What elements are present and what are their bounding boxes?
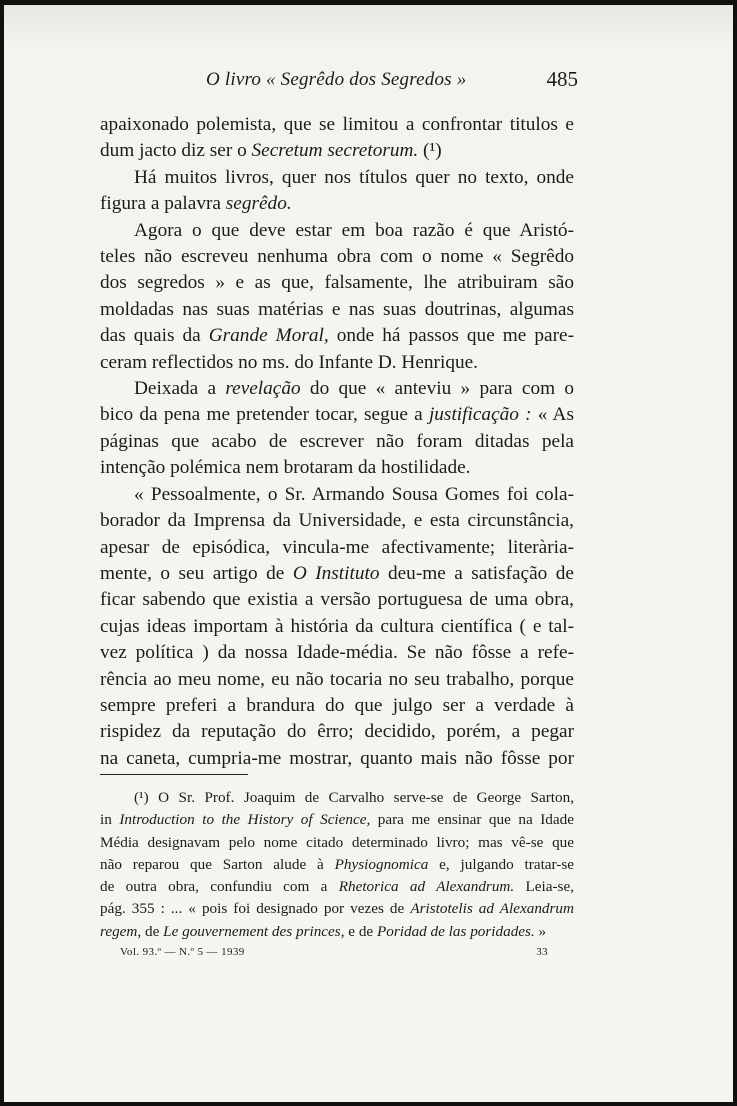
running-title: O livro « Segrêdo dos Segredos » <box>206 69 467 90</box>
text-line: sempre preferi a brandura do que julgo ser a verdade à <box>100 694 574 716</box>
footnote-rule <box>100 774 248 775</box>
signature-mark: 33 <box>536 946 548 958</box>
text-line: dos segredos » e as que, falsamente, lhe atribuiram são <box>100 272 574 294</box>
footnote-line: (¹) O Sr. Prof. Joaquim de Carvalho serve-se de George Sarton, <box>134 789 574 806</box>
text-line: Há muitos livros, quer nos títulos quer no texto, onde <box>134 166 574 188</box>
text-line: ceram reflectidos no ms. do Infante D. Henrique. <box>100 351 478 373</box>
text-line: páginas que acabo de escrever não foram ditadas pela <box>100 430 574 452</box>
text-line: teles não escreveu nenhuma obra com o nome « Segrêdo <box>100 246 574 268</box>
text-line: figura a palavra segrêdo. <box>100 193 292 215</box>
text-line: rispidez da reputação do êrro; decidido, porém, a pegar <box>100 721 574 743</box>
body-text <box>100 112 574 772</box>
text-line: apaixonado polemista, que se limitou a confrontar titulos e <box>100 114 574 135</box>
text-line: dum jacto diz ser o Secretum secretorum. (¹) <box>100 140 442 162</box>
text-line: intenção polémica nem brotaram da hostilidade. <box>100 457 471 479</box>
footnote-line: Média designavam pelo nome citado determinado livro; mas vê-se que <box>100 833 574 851</box>
page-footer <box>120 946 548 964</box>
volume-info: Vol. 93.º — N.º 5 — 1939 <box>120 946 245 958</box>
footnote-line: de outra obra, confundiu com a Rhetorica ad Alexandrum. Leia-se, <box>100 878 575 896</box>
page-header <box>100 67 578 97</box>
footnote <box>100 787 574 943</box>
text-line: mente, o seu artigo de O Instituto deu-me a satisfação de <box>100 562 574 584</box>
footnote-line: regem, de Le gouvernement des princes, e de Poridad de las poridades. » <box>100 922 547 940</box>
text-line: apesar de episódica, vincula-me afectivamente; literària- <box>100 536 574 558</box>
text-line: na caneta, cumpria-me mostrar, quanto mais não fôsse por <box>100 747 574 769</box>
text-line: rência ao meu nome, eu não tocaria no seu trabalho, porque <box>100 668 574 690</box>
text-line: « Pessoalmente, o Sr. Armando Sousa Gomes foi cola- <box>134 483 574 505</box>
text-line: moldadas nas suas matérias e nas suas doutrinas, algumas <box>100 298 574 320</box>
text-line: Agora o que deve estar em boa razão é que Aristó- <box>134 219 574 241</box>
footnote-line: pág. 355 : ... « pois foi designado por vezes de Aristotelis ad Alexandrum <box>100 900 574 918</box>
text-line: ficar sabendo que existia a versão portuguesa de uma obra, <box>100 589 574 611</box>
footnote-line: não reparou que Sarton alude à Physiognomica e, julgando tratar-se <box>100 855 574 873</box>
page-number: 485 <box>546 67 578 91</box>
text-line: bico da pena me pretender tocar, segue a justificação : « As <box>100 404 574 426</box>
footnote-line: in Introduction to the History of Science, para me ensinar que na Idade <box>100 811 574 829</box>
text-line: das quais da Grande Moral, onde há passos que me pare- <box>100 325 574 347</box>
text-line: cujas ideas importam à história da cultura científica ( e tal- <box>100 615 574 637</box>
text-line: Deixada a revelação do que « anteviu » para com o <box>134 378 574 400</box>
text-line: vez política ) da nossa Idade-média. Se não fôsse a refe- <box>100 642 574 664</box>
text-line: borador da Imprensa da Universidade, e esta circunstância, <box>100 510 574 532</box>
